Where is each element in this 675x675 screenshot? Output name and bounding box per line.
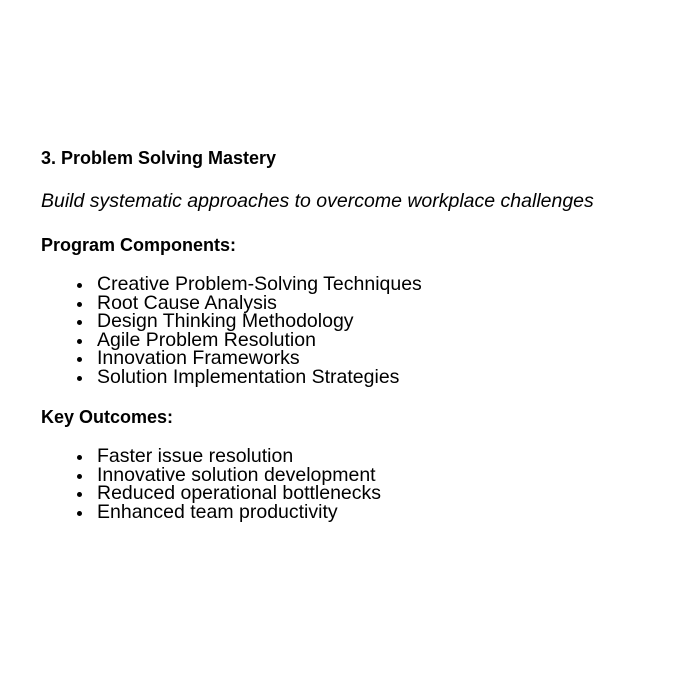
section-title: 3. Problem Solving Mastery <box>41 148 277 168</box>
list-item <box>41 365 422 388</box>
key-outcomes-heading: Key Outcomes: <box>41 407 174 427</box>
list-item-label: Innovative solution development <box>97 463 376 486</box>
list-item <box>41 500 381 523</box>
bullet-icon <box>77 376 82 381</box>
key-outcomes-list <box>41 447 381 521</box>
bullet-icon <box>77 492 82 497</box>
section-tagline: Build systematic approaches to overcome workplace challenges <box>41 190 594 212</box>
bullet-icon <box>77 283 82 288</box>
list-item-label: Creative Problem-Solving Techniques <box>97 273 422 295</box>
bullet-icon <box>77 455 82 460</box>
list-item-label: Agile Problem Resolution <box>97 328 316 351</box>
bullet-icon <box>77 357 82 362</box>
program-components-heading: Program Components: <box>41 235 237 255</box>
bullet-icon <box>77 474 82 479</box>
list-item-label: Design Thinking Methodology <box>97 310 354 333</box>
bullet-icon <box>77 339 82 344</box>
list-item-label: Root Cause Analysis <box>97 291 277 314</box>
list-item-label: Enhanced team productivity <box>97 500 338 523</box>
list-item-label: Reduced operational bottlenecks <box>97 482 382 505</box>
bullet-icon <box>77 511 82 516</box>
list-item-label: Innovation Frameworks <box>97 347 300 370</box>
program-components-list <box>41 275 422 387</box>
bullet-icon <box>77 302 82 307</box>
list-item-label: Solution Implementation Strategies <box>97 365 400 388</box>
bullet-icon <box>77 320 82 325</box>
list-item-label: Faster issue resolution <box>97 445 294 467</box>
